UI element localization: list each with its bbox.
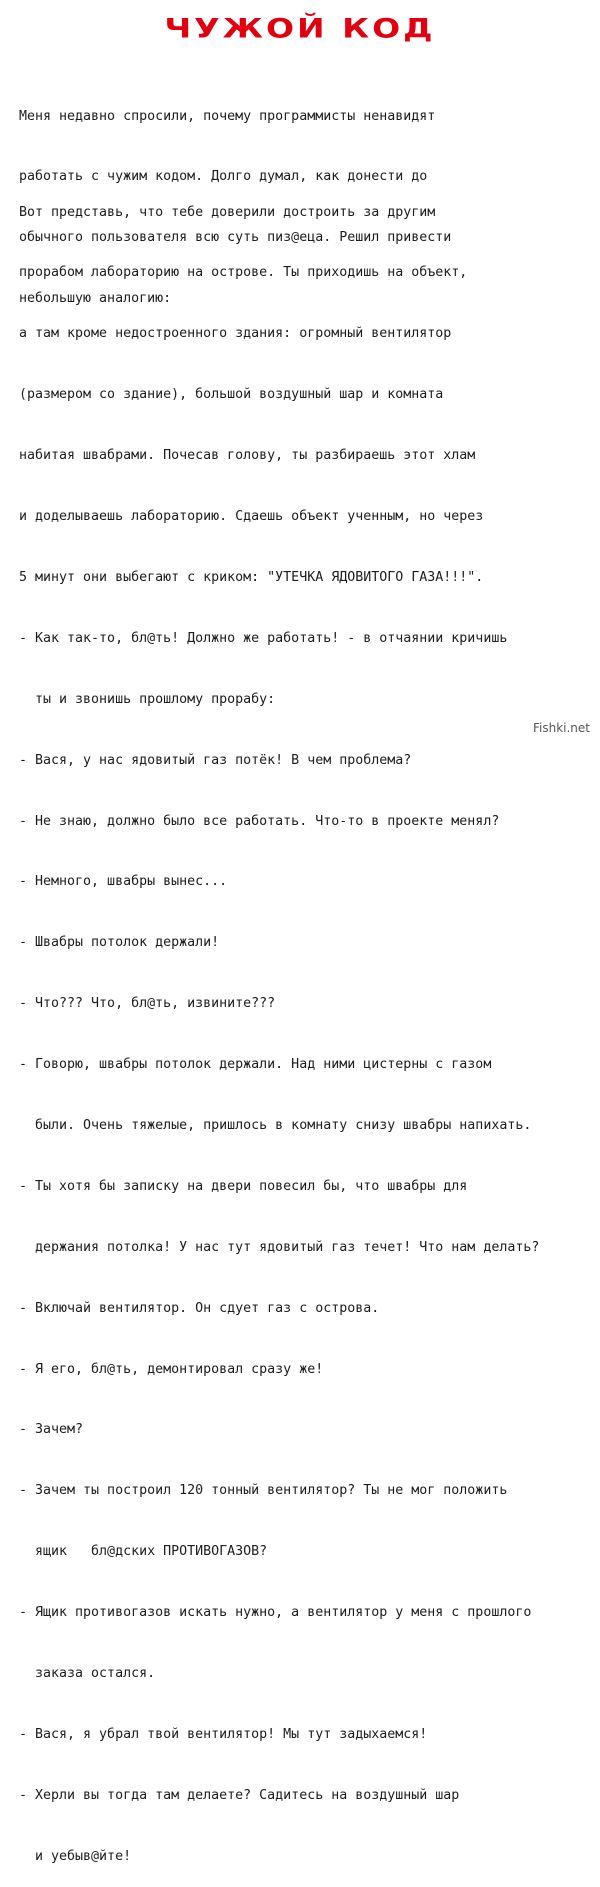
dialogue-line: и уебыв@йте! bbox=[19, 1848, 132, 1864]
dialogue-line: заказа остался. bbox=[19, 1665, 156, 1681]
dialogue-line: - Что??? Что, бл@ть, извините??? bbox=[19, 996, 276, 1012]
text-line: Вот представь, что тебе доверили достроить за другим bbox=[19, 204, 436, 220]
text-line: Меня недавно спросили, почему программисты ненавидят bbox=[19, 108, 436, 124]
dialogue-line: - Зачем? bbox=[19, 1422, 84, 1438]
text-line: (размером со здание), большой воздушный шар и комната bbox=[19, 387, 444, 403]
text-line: работать с чужим кодом. Долго думал, как донести до bbox=[19, 169, 428, 185]
dialogue-line: - Как так-то, бл@ть! Должно же работать! - в отчаянии кричишь bbox=[19, 630, 508, 646]
dialogue-line: - Зачем ты построил 120 тонный вентилятор? Ты не мог положить bbox=[19, 1483, 508, 1499]
dialogue-line: - Херли вы тогда там делаете? Садитесь на воздушный шар bbox=[19, 1787, 460, 1803]
dialogue-line: - Вася, у нас ядовитый газ потёк! В чем проблема? bbox=[19, 752, 412, 768]
dialogue-line: - Вася, я убрал твой вентилятор! Мы тут задыхаемся! bbox=[19, 1726, 428, 1742]
text-line: 5 минут они выбегают с криком: "УТЕЧКА ЯДОВИТОГО ГАЗА!!!". bbox=[19, 569, 484, 585]
text-line: небольшую аналогию: bbox=[19, 291, 172, 307]
dialogue-line: - Я его, бл@ть, демонтировал сразу же! bbox=[19, 1361, 324, 1377]
dialogue-line: держания потолка! У нас тут ядовитый газ течет! Что нам делать? bbox=[19, 1239, 540, 1255]
dialogue-line: - Ящик противогазов искать нужно, а вентилятор у меня с прошлого bbox=[19, 1605, 532, 1621]
watermark: Fishki.net bbox=[532, 721, 590, 735]
text-line: и доделываешь лабораторию. Сдаешь объект ученным, но через bbox=[19, 509, 484, 525]
text-line: набитая швабрами. Почесав голову, ты разбираешь этот хлам bbox=[19, 448, 476, 464]
text-line: обычного пользователя всю суть пиз@еца. Решил привести bbox=[19, 230, 452, 246]
dialogue-line: - Немного, швабры вынес... bbox=[19, 874, 228, 890]
dialogue-line: - Ты хотя бы записку на двери повесил бы, что швабры для bbox=[19, 1178, 468, 1194]
page-title: ЧУЖОЙ КОД bbox=[164, 12, 436, 44]
text-line: прорабом лабораторию на острове. Ты приходишь на объект, bbox=[19, 265, 468, 281]
dialogue-line: - Говорю, швабры потолок держали. Над ними цистерны с газом bbox=[19, 1057, 492, 1073]
story-paragraph bbox=[19, 162, 594, 1887]
dialogue-line: ты и звонишь прошлому прорабу: bbox=[19, 691, 276, 707]
dialogue-line: - Включай вентилятор. Он сдует газ с острова. bbox=[19, 1300, 380, 1316]
dialogue-line: ящик бл@дских ПРОТИВОГАЗОВ? bbox=[19, 1544, 268, 1560]
dialogue-line: - Не знаю, должно было все работать. Что-то в проекте менял? bbox=[19, 813, 500, 829]
dialogue-line: - Швабры потолок держали! bbox=[19, 935, 220, 951]
text-line: а там кроме недостроенного здания: огромный вентилятор bbox=[19, 326, 452, 342]
dialogue-line: были. Очень тяжелые, пришлось в комнату снизу швабры напихать. bbox=[19, 1117, 532, 1133]
